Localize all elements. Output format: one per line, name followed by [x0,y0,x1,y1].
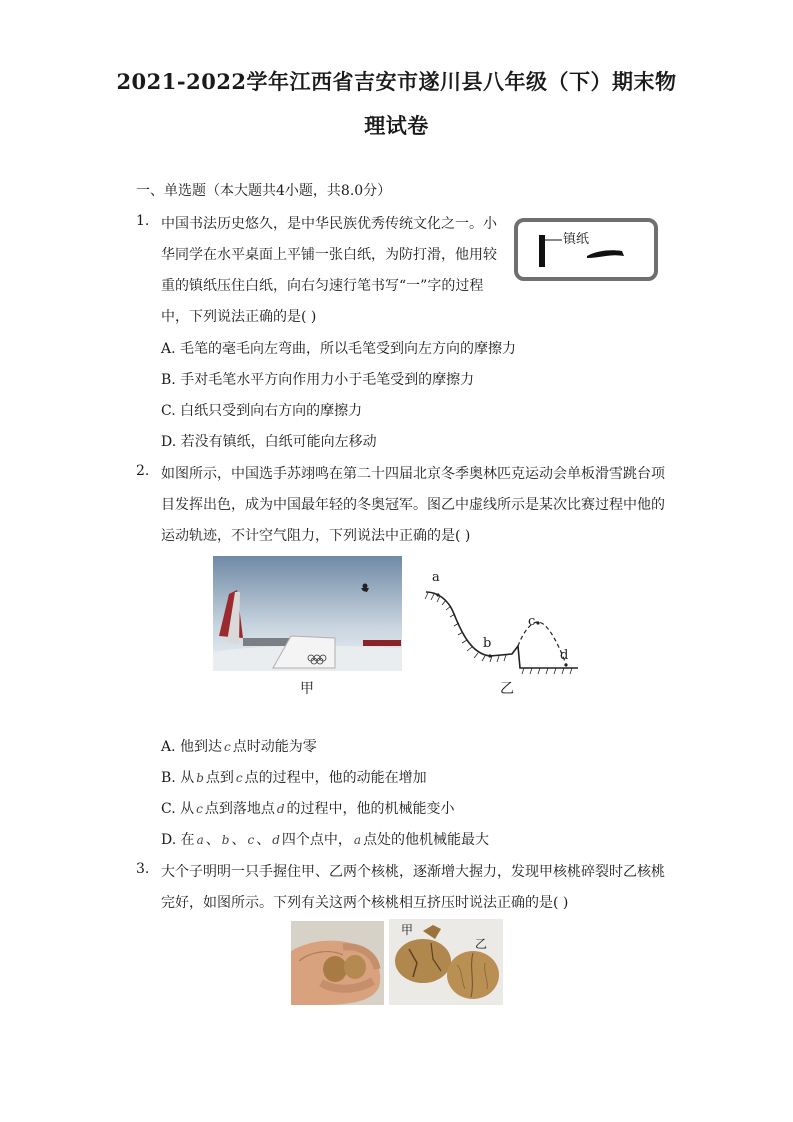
q2-b-var2: c [235,771,243,785]
q1-paperweight-label: 镇纸 [563,232,590,247]
q3-number: 3. [136,861,150,877]
q1-stem-line4: 中，下列说法正确的是( ) [161,309,317,325]
q2-d-var1: a [196,833,204,847]
q2-d-mid: 四个点中， [281,832,352,848]
q2-point-d: d [560,648,569,663]
q2-trajectory-diagram [420,568,585,678]
q1-stem-line1: 中国书法历史悠久，是中华民族优秀传统文化之一。小 [161,216,497,232]
q2-d-post: 点处的他机械能最大 [363,832,490,848]
q3-label-jia: 甲 [401,923,414,937]
q2-point-a: a [432,570,440,585]
q2-c-var1: c [196,802,203,816]
q2-c-pre: C. 从 [161,801,195,817]
q2-option-d[interactable] [161,829,489,849]
q2-d-sep2: 、 [231,832,246,848]
q1-stem-line3: 重的镇纸压住白纸，向右匀速行笔书写“一”字的过程 [161,278,484,294]
q2-d-sep1: 、 [205,832,220,848]
q2-b-var1: b [196,771,204,785]
q2-b-post: 点的过程中，他的动能在增加 [244,770,427,786]
q2-option-a[interactable] [161,736,317,756]
q2-point-c: c [528,614,536,629]
q2-number: 2. [136,463,150,479]
q2-a-pre: A. 他到达 [161,739,223,755]
page-title-line2: 理试卷 [364,113,429,138]
q2-d-pre: D. 在 [161,832,195,848]
q3-label-yi: 乙 [475,937,488,951]
q1-stem-line2: 华同学在水平桌面上平铺一张白纸，为防打滑，他用较 [161,247,497,263]
q1-option-d[interactable]: D. 若没有镇纸，白纸可能向左移动 [161,434,377,450]
q2-d-var2: b [221,833,230,847]
q2-ski-jump-photo [213,556,402,671]
q2-d-var5: a [353,833,362,847]
page-title-line1: 2021-2022学年江西省吉安市遂川县八年级（下）期末物 [116,69,677,94]
q1-option-b[interactable]: B. 手对毛笔水平方向作用力小于毛笔受到的摩擦力 [161,372,475,388]
q2-b-pre: B. 从 [161,770,195,786]
q2-stem-line2: 目发挥出色，成为中国最年轻的冬奥冠军。图乙中虚线所示是某次比赛过程中他的 [161,497,665,513]
q2-d-var4: d [272,833,280,847]
q2-c-post: 的过程中，他的机械能变小 [286,801,455,817]
q1-number: 1. [136,213,150,229]
q1-option-c[interactable]: C. 白纸只受到向右方向的摩擦力 [161,403,363,419]
q2-stem-line1: 如图所示，中国选手苏翊鸣在第二十四届北京冬季奥林匹克运动会单板滑雪跳台项 [161,466,665,482]
q3-stem-line2: 完好，如图所示。下列有关这两个核桃相互挤压时说法正确的是( ) [161,895,569,911]
q2-option-c[interactable] [161,798,455,818]
q2-option-b[interactable] [161,767,427,787]
section-header: 一、单选题（本大题共4小题，共8.0分） [136,183,392,199]
q3-walnuts-photo [389,919,503,1005]
q3-stem-line1: 大个子明明一只手握住甲、乙两个核桃，逐渐增大握力，发现甲核桃碎裂时乙核桃 [161,864,665,880]
q2-b-mid: 点到 [205,770,234,786]
q2-point-b: b [483,636,492,651]
q2-a-var: c [224,740,231,754]
q1-calligraphy-figure [514,218,658,281]
q3-hand-walnuts-photo [291,921,384,1005]
q2-c-var2: d [276,802,285,816]
q2-c-mid: 点到落地点 [204,801,275,817]
q2-d-var3: c [247,833,255,847]
q2-fig-jia-label: 甲 [300,681,314,697]
q2-fig-yi-label: 乙 [500,681,514,697]
q2-stem-line3: 运动轨迹，不计空气阻力，下列说法中正确的是( ) [161,528,471,544]
q2-d-sep3: 、 [256,832,271,848]
q2-a-post: 点时动能为零 [232,739,317,755]
q1-option-a[interactable]: A. 毛笔的毫毛向左弯曲，所以毛笔受到向左方向的摩擦力 [161,341,517,357]
